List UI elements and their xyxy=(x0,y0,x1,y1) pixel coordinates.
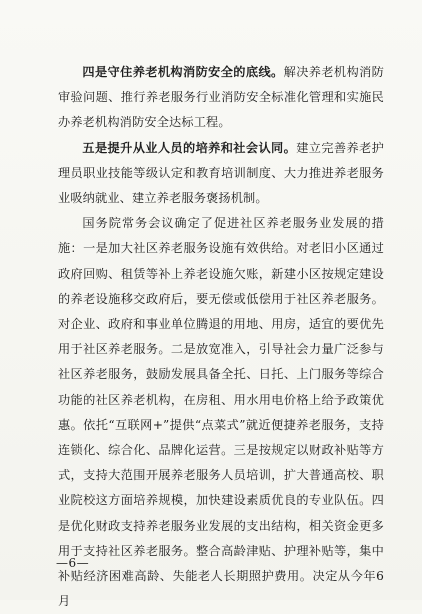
paragraph-workforce xyxy=(58,136,384,212)
paragraph-text: 国务院常务会议确定了促进社区养老服务业发展的措施：一是加大社区养老服务设施有效供给。对老旧小区通过政府回购、租赁等补上养老设施欠账，新建小区按规定建设的养老设施移交政府后，要无偿或低偿用于社区养老服务。对企业、政府和事业单位腾退的用地、用房，适宜的要优先用于社区养老服务。二是放宽准入，引导社会力量广泛参与社区养老服务，鼓励发展具备全托、日托、上门服务等综合功能的社区养老机构，在房租、用水用电价格上给予政策优惠。依托“互联网+”提供“点菜式”就近便捷养老服务，支持连锁化、综合化、品牌化运营。三是按规定以财政补贴等方式，支持大范围开展养老服务人员培训，扩大普通高校、职业院校这方面培养规模，加快建设素质优良的专业队伍。四是优化财政支持养老服务业发展的支出结构，相关资金更多用于支持社区养老服务。整合高龄津贴、护理补贴等，集中补贴经济困难高龄、失能老人长期照护费用。决定从今年6月 xyxy=(58,216,384,609)
paragraph-text: 解决养老机构消防审验问题、推行养老服务行业消防安全标准化管理和实施民办养老机构消防安全达标工程。 xyxy=(58,65,384,130)
paragraph-lead: 五是提升从业人员的培养和社会认同。 xyxy=(82,140,297,155)
paragraph-fire-safety xyxy=(58,60,384,136)
document-body xyxy=(58,60,384,614)
page-number: —6— xyxy=(56,556,90,570)
paragraph-lead: 四是守住养老机构消防安全的底线。 xyxy=(82,65,284,79)
paragraph-text: 建立完善养老护理员职业技能等级认定和教育培训制度、大力推进养老服务业吸纳就业、建立养老服务褒扬机制。 xyxy=(58,140,384,206)
paragraph-state-council-measures xyxy=(58,211,384,614)
